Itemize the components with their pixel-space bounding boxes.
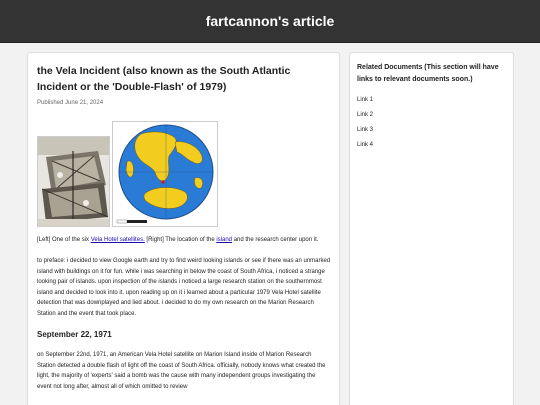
related-link-2[interactable]: Link 2 — [357, 112, 374, 118]
top-bar — [0, 0, 540, 43]
related-links-list — [357, 93, 506, 153]
article-title: the Vela Incident (also known as the South Atlantic Incident or the 'Double-Flash' of 1979) — [37, 65, 291, 93]
site-title: fartcannon's article — [205, 13, 335, 29]
related-link-3[interactable]: Link 3 — [357, 127, 374, 133]
publish-date: Published June 21, 2024 — [37, 100, 104, 106]
globe-image — [113, 122, 218, 227]
article-images — [37, 121, 331, 227]
vela-satellites-link[interactable]: Vela Hotel satellites. — [90, 237, 145, 243]
globe-map — [112, 121, 218, 227]
intro-paragraph: to preface: i decided to view Google earth and try to find weird looking islands or see if there was an unmarked island with buildings on it for fun. while i was searching in below the coast of South Africa, i noticed a strange looking pair of islands. upon inspection of the islands i noticed a large research station on the southernmost island and decided to look into it. upon reading up on it i learned about a particular 1979 Vela Hotel satellite detection that was downplayed and lied about. i decided to do my own research on the Marion Research Station and the event that took place. — [37, 258, 331, 317]
image-caption — [37, 235, 331, 245]
related-link-4[interactable]: Link 4 — [357, 142, 374, 148]
caption-text: [Right] The location of the — [144, 237, 217, 243]
article-panel — [27, 52, 340, 405]
related-documents-panel — [349, 52, 514, 405]
caption-text: [Left] One of the six — [37, 237, 91, 243]
section-paragraph: on September 22nd, 1971, an American Vela Hotel satellite on Marion Island inside of Marion Research Station detected a double flash of light off the coast of South Africa. officially, nobody knows what created the light, the majority of 'experts' said a bomb was the cause with many independent groups investigating the event not long after, almost all of which omitted to review — [37, 352, 326, 390]
section-heading: September 22, 1971 — [37, 330, 112, 339]
related-link-1[interactable]: Link 1 — [357, 97, 374, 103]
island-link[interactable]: island — [216, 237, 233, 243]
related-documents-heading: Related Documents (This section will have links to relevant documents soon.) — [357, 64, 499, 83]
satellite-image — [38, 137, 110, 227]
caption-text: and the research center upon it. — [232, 237, 319, 243]
satellite-photo — [37, 136, 110, 227]
